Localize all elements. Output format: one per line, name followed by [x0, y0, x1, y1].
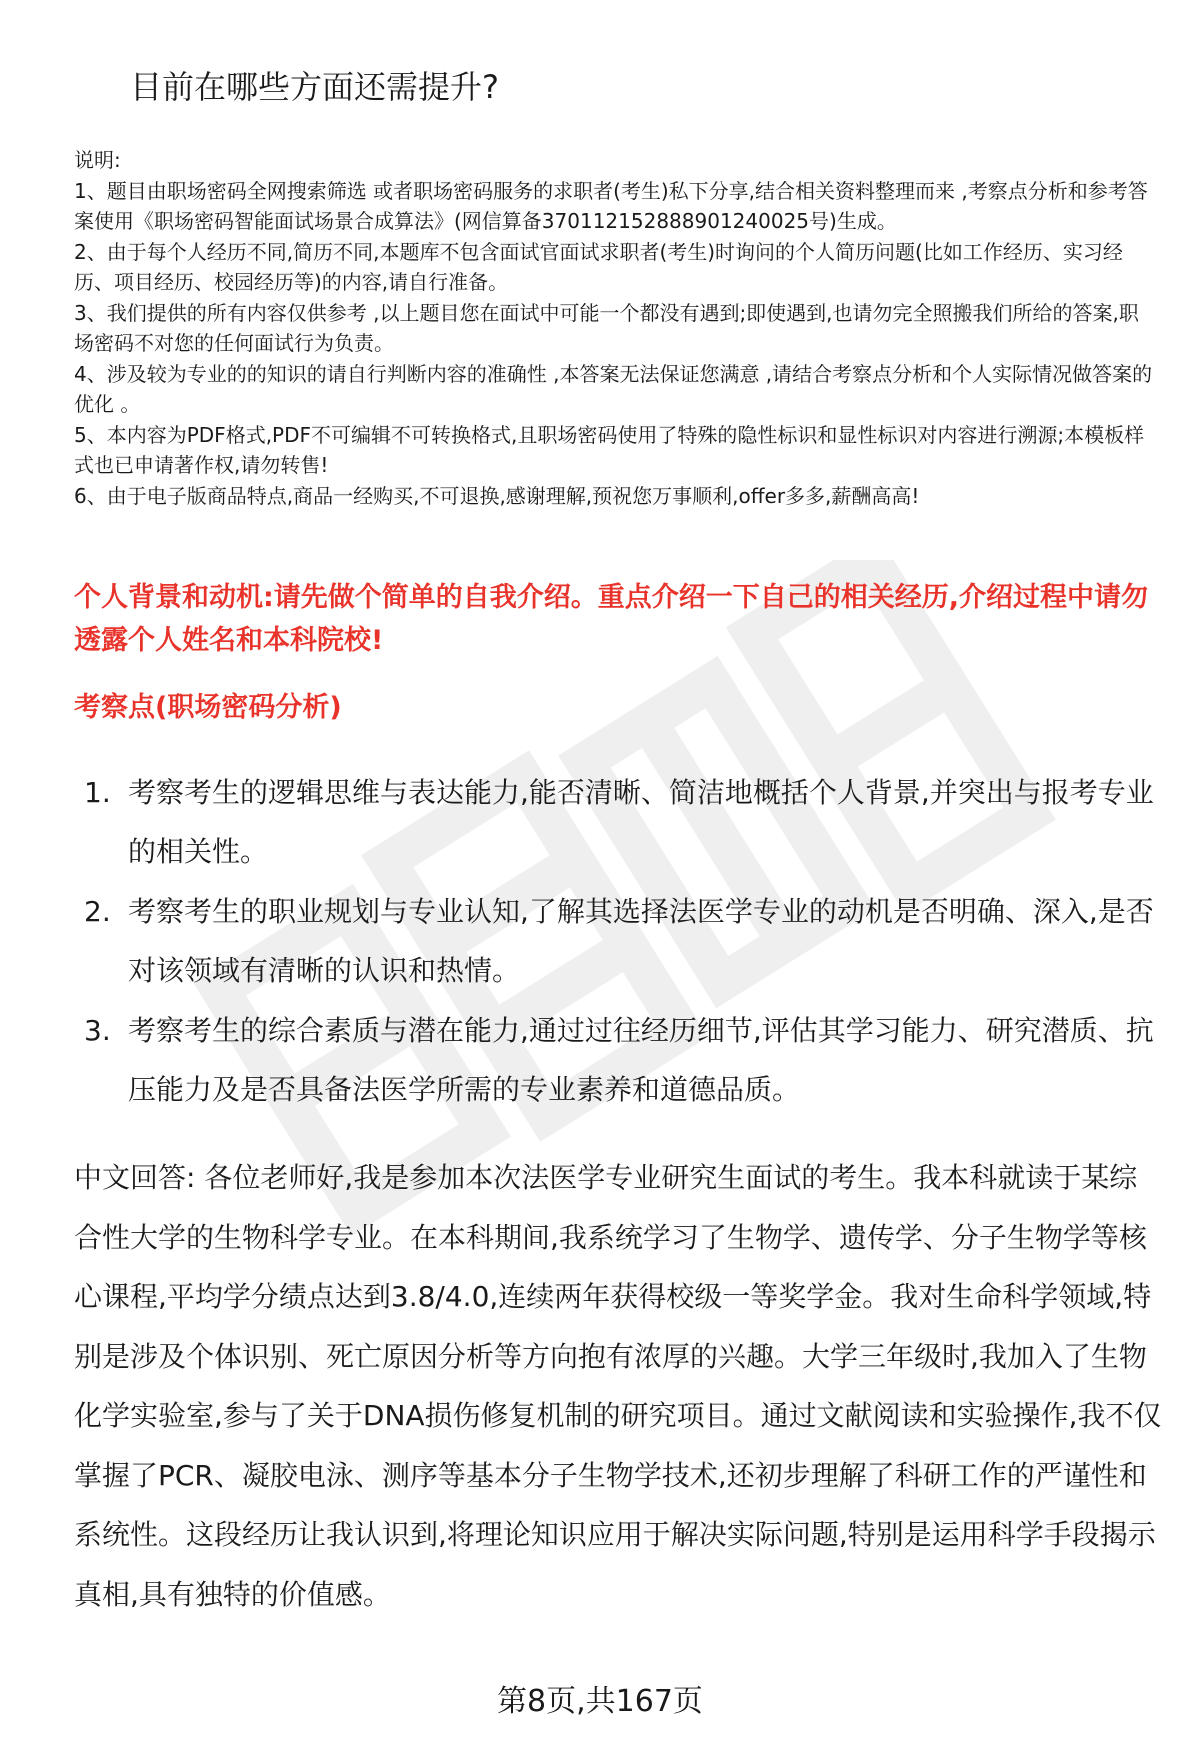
notes-item: 1、题目由职场密码全网搜索筛选 或者职场密码服务的求职者(考生)私下分享,结合相关资料整理而来 ,考察点分析和参考答案使用《职场密码智能面试场景合成算法》(网信算备370112152888901240025号)生成。 [74, 178, 1148, 233]
list-item [84, 1001, 1164, 1119]
list-item [84, 882, 1164, 1000]
notes-item: 2、由于每个人经历不同,简历不同,本题库不包含面试官面试求职者(考生)时询问的个人简历问题(比如工作经历、实习经历、项目经历、校园经历等)的内容,请自行准备。 [74, 239, 1123, 294]
list-item-number: 3. [84, 1014, 111, 1047]
list-item-text: 考察考生的综合素质与潜在能力,通过过往经历细节,评估其学习能力、研究潜质、抗压能力及是否具备法医学所需的专业素养和道德品质。 [128, 1014, 1154, 1106]
notes-heading: 说明: [74, 148, 121, 172]
notes-item: 6、由于电子版商品特点,商品一经购买,不可退换,感谢理解,预祝您万事顺利,offer多多,薪酬高高! [74, 483, 920, 508]
question-heading: 个人背景和动机:请先做个简单的自我介绍。重点介绍一下自己的相关经历,介绍过程中请勿透露个人姓名和本科院校! [74, 582, 1149, 656]
page-footer: 第8页,共167页 [497, 1684, 703, 1719]
notes-section [74, 145, 1154, 511]
analysis-points-list [84, 763, 1164, 1120]
page-title: 目前在哪些方面还需提升? [130, 68, 499, 106]
notes-item: 4、涉及较为专业的的知识的请自行判断内容的准确性 ,本答案无法保证您满意 ,请结合考察点分析和个人实际情况做答案的优化 。 [74, 361, 1153, 416]
answer-paragraph: 中文回答: 各位老师好,我是参加本次法医学专业研究生面试的考生。我本科就读于某综合性大学的生物科学专业。在本科期间,我系统学习了生物学、遗传学、分子生物学等核心课程,平均学分绩点达到3.8/4.0,连续两年获得校级一等奖学金。我对生命科学领域,特别是涉及个体识别、死亡原因分析等方向抱有浓厚的兴趣。大学三年级时,我加入了生物化学实验室,参与了关于DNA损伤修复机制的研究项目。通过文献阅读和实验操作,我不仅掌握了PCR、凝胶电泳、测序等基本分子生物学技术,还初步理解了科研工作的严谨性和系统性。这段经历让我认识到,将理论知识应用于解决实际问题,特别是运用科学手段揭示真相,具有独特的价值感。 [74, 1161, 1162, 1611]
list-item-text: 考察考生的逻辑思维与表达能力,能否清晰、简洁地概括个人背景,并突出与报考专业的相关性。 [128, 776, 1154, 868]
list-item [84, 763, 1164, 881]
list-item-number: 2. [84, 895, 111, 928]
list-item-number: 1. [84, 776, 111, 809]
analysis-heading: 考察点(职场密码分析) [74, 692, 342, 723]
list-item-text: 考察考生的职业规划与专业认知,了解其选择法医学专业的动机是否明确、深入,是否对该领域有清晰的认识和热情。 [128, 895, 1154, 987]
notes-item: 5、本内容为PDF格式,PDF不可编辑不可转换格式,且职场密码使用了特殊的隐性标识和显性标识对内容进行溯源;本模板样式也已申请著作权,请勿转售! [74, 422, 1145, 477]
notes-item: 3、我们提供的所有内容仅供参考 ,以上题目您在面试中可能一个都没有遇到;即使遇到,也请勿完全照搬我们所给的答案,职场密码不对您的任何面试行为负责。 [74, 300, 1139, 355]
